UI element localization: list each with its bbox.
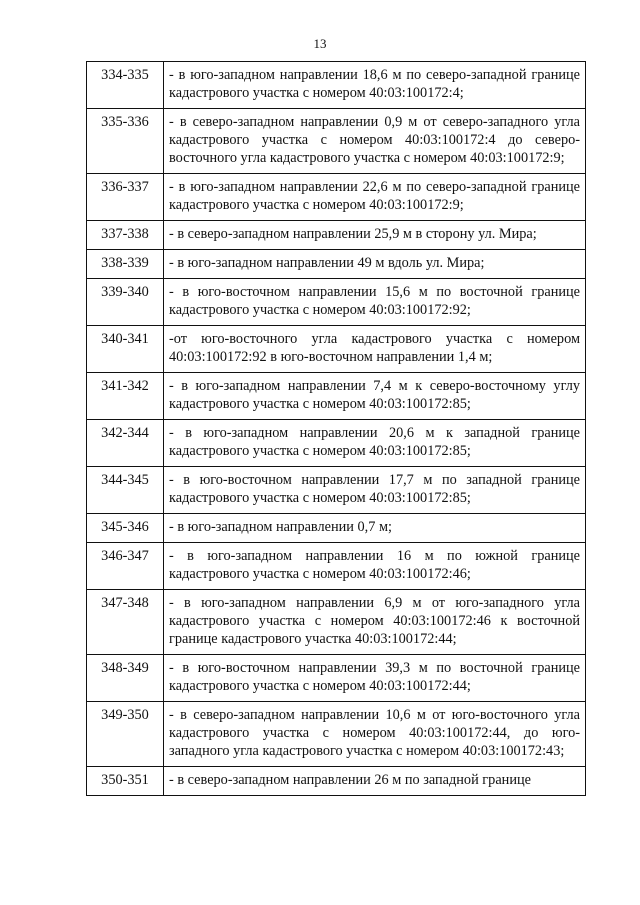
segment-cell: 335-336 bbox=[87, 109, 164, 174]
table-row bbox=[87, 221, 586, 250]
description-cell: - в юго-западном направлении 6,9 м от юго-западного угла кадастрового участка с номером 40:03:100172:46 к восточной границе кадастрового участка 40:03:100172:44; bbox=[164, 590, 586, 655]
table-row bbox=[87, 420, 586, 467]
description-cell: - в юго-западном направлении 49 м вдоль ул. Мира; bbox=[164, 250, 586, 279]
description-cell: - в юго-восточном направлении 17,7 м по западной границе кадастрового участка с номером 40:03:100172:85; bbox=[164, 467, 586, 514]
table-row bbox=[87, 514, 586, 543]
table-row bbox=[87, 655, 586, 702]
table-row bbox=[87, 590, 586, 655]
segment-cell: 342-344 bbox=[87, 420, 164, 467]
description-cell: - в юго-западном направлении 18,6 м по северо-западной границе кадастрового участка с номером 40:03:100172:4; bbox=[164, 62, 586, 109]
segment-cell: 349-350 bbox=[87, 702, 164, 767]
description-cell: - в северо-западном направлении 26 м по западной границе bbox=[164, 767, 586, 796]
segment-cell: 339-340 bbox=[87, 279, 164, 326]
description-cell: - в северо-западном направлении 0,9 м от северо-западного угла кадастрового участка с номером 40:03:100172:4 до северо-восточного угла кадастрового участка с номером 40:03:100172:9; bbox=[164, 109, 586, 174]
segment-cell: 341-342 bbox=[87, 373, 164, 420]
description-cell: - в северо-западном направлении 10,6 м от юго-восточного угла кадастрового участка с номером 40:03:100172:44, до юго-западного угла кадастрового участка с номером 40:03:100172:43; bbox=[164, 702, 586, 767]
description-cell: - в юго-западном направлении 22,6 м по северо-западной границе кадастрового участка с номером 40:03:100172:9; bbox=[164, 174, 586, 221]
table-body bbox=[87, 62, 586, 796]
segment-cell: 336-337 bbox=[87, 174, 164, 221]
segment-cell: 348-349 bbox=[87, 655, 164, 702]
boundary-table bbox=[86, 61, 586, 796]
table-row bbox=[87, 109, 586, 174]
table-row bbox=[87, 279, 586, 326]
page-number: 13 bbox=[313, 36, 327, 51]
table-row bbox=[87, 702, 586, 767]
description-cell: - в юго-западном направлении 0,7 м; bbox=[164, 514, 586, 543]
segment-cell: 334-335 bbox=[87, 62, 164, 109]
table-row bbox=[87, 174, 586, 221]
table-row bbox=[87, 326, 586, 373]
description-cell: - в юго-восточном направлении 39,3 м по восточной границе кадастрового участка с номером 40:03:100172:44; bbox=[164, 655, 586, 702]
segment-cell: 344-345 bbox=[87, 467, 164, 514]
description-cell: - в юго-западном направлении 20,6 м к западной границе кадастрового участка с номером 40:03:100172:85; bbox=[164, 420, 586, 467]
description-cell: - в юго-западном направлении 16 м по южной границе кадастрового участка с номером 40:03:100172:46; bbox=[164, 543, 586, 590]
segment-cell: 345-346 bbox=[87, 514, 164, 543]
description-cell: -от юго-восточного угла кадастрового участка с номером 40:03:100172:92 в юго-восточном направлении 1,4 м; bbox=[164, 326, 586, 373]
description-cell: - в юго-восточном направлении 15,6 м по восточной границе кадастрового участка с номером 40:03:100172:92; bbox=[164, 279, 586, 326]
table-row bbox=[87, 373, 586, 420]
segment-cell: 338-339 bbox=[87, 250, 164, 279]
description-cell: - в северо-западном направлении 25,9 м в сторону ул. Мира; bbox=[164, 221, 586, 250]
table-row bbox=[87, 467, 586, 514]
table-row bbox=[87, 543, 586, 590]
description-cell: - в юго-западном направлении 7,4 м к северо-восточному углу кадастрового участка с номером 40:03:100172:85; bbox=[164, 373, 586, 420]
segment-cell: 347-348 bbox=[87, 590, 164, 655]
segment-cell: 337-338 bbox=[87, 221, 164, 250]
table-row bbox=[87, 767, 586, 796]
table-row bbox=[87, 250, 586, 279]
table-row bbox=[87, 62, 586, 109]
segment-cell: 340-341 bbox=[87, 326, 164, 373]
segment-cell: 346-347 bbox=[87, 543, 164, 590]
segment-cell: 350-351 bbox=[87, 767, 164, 796]
